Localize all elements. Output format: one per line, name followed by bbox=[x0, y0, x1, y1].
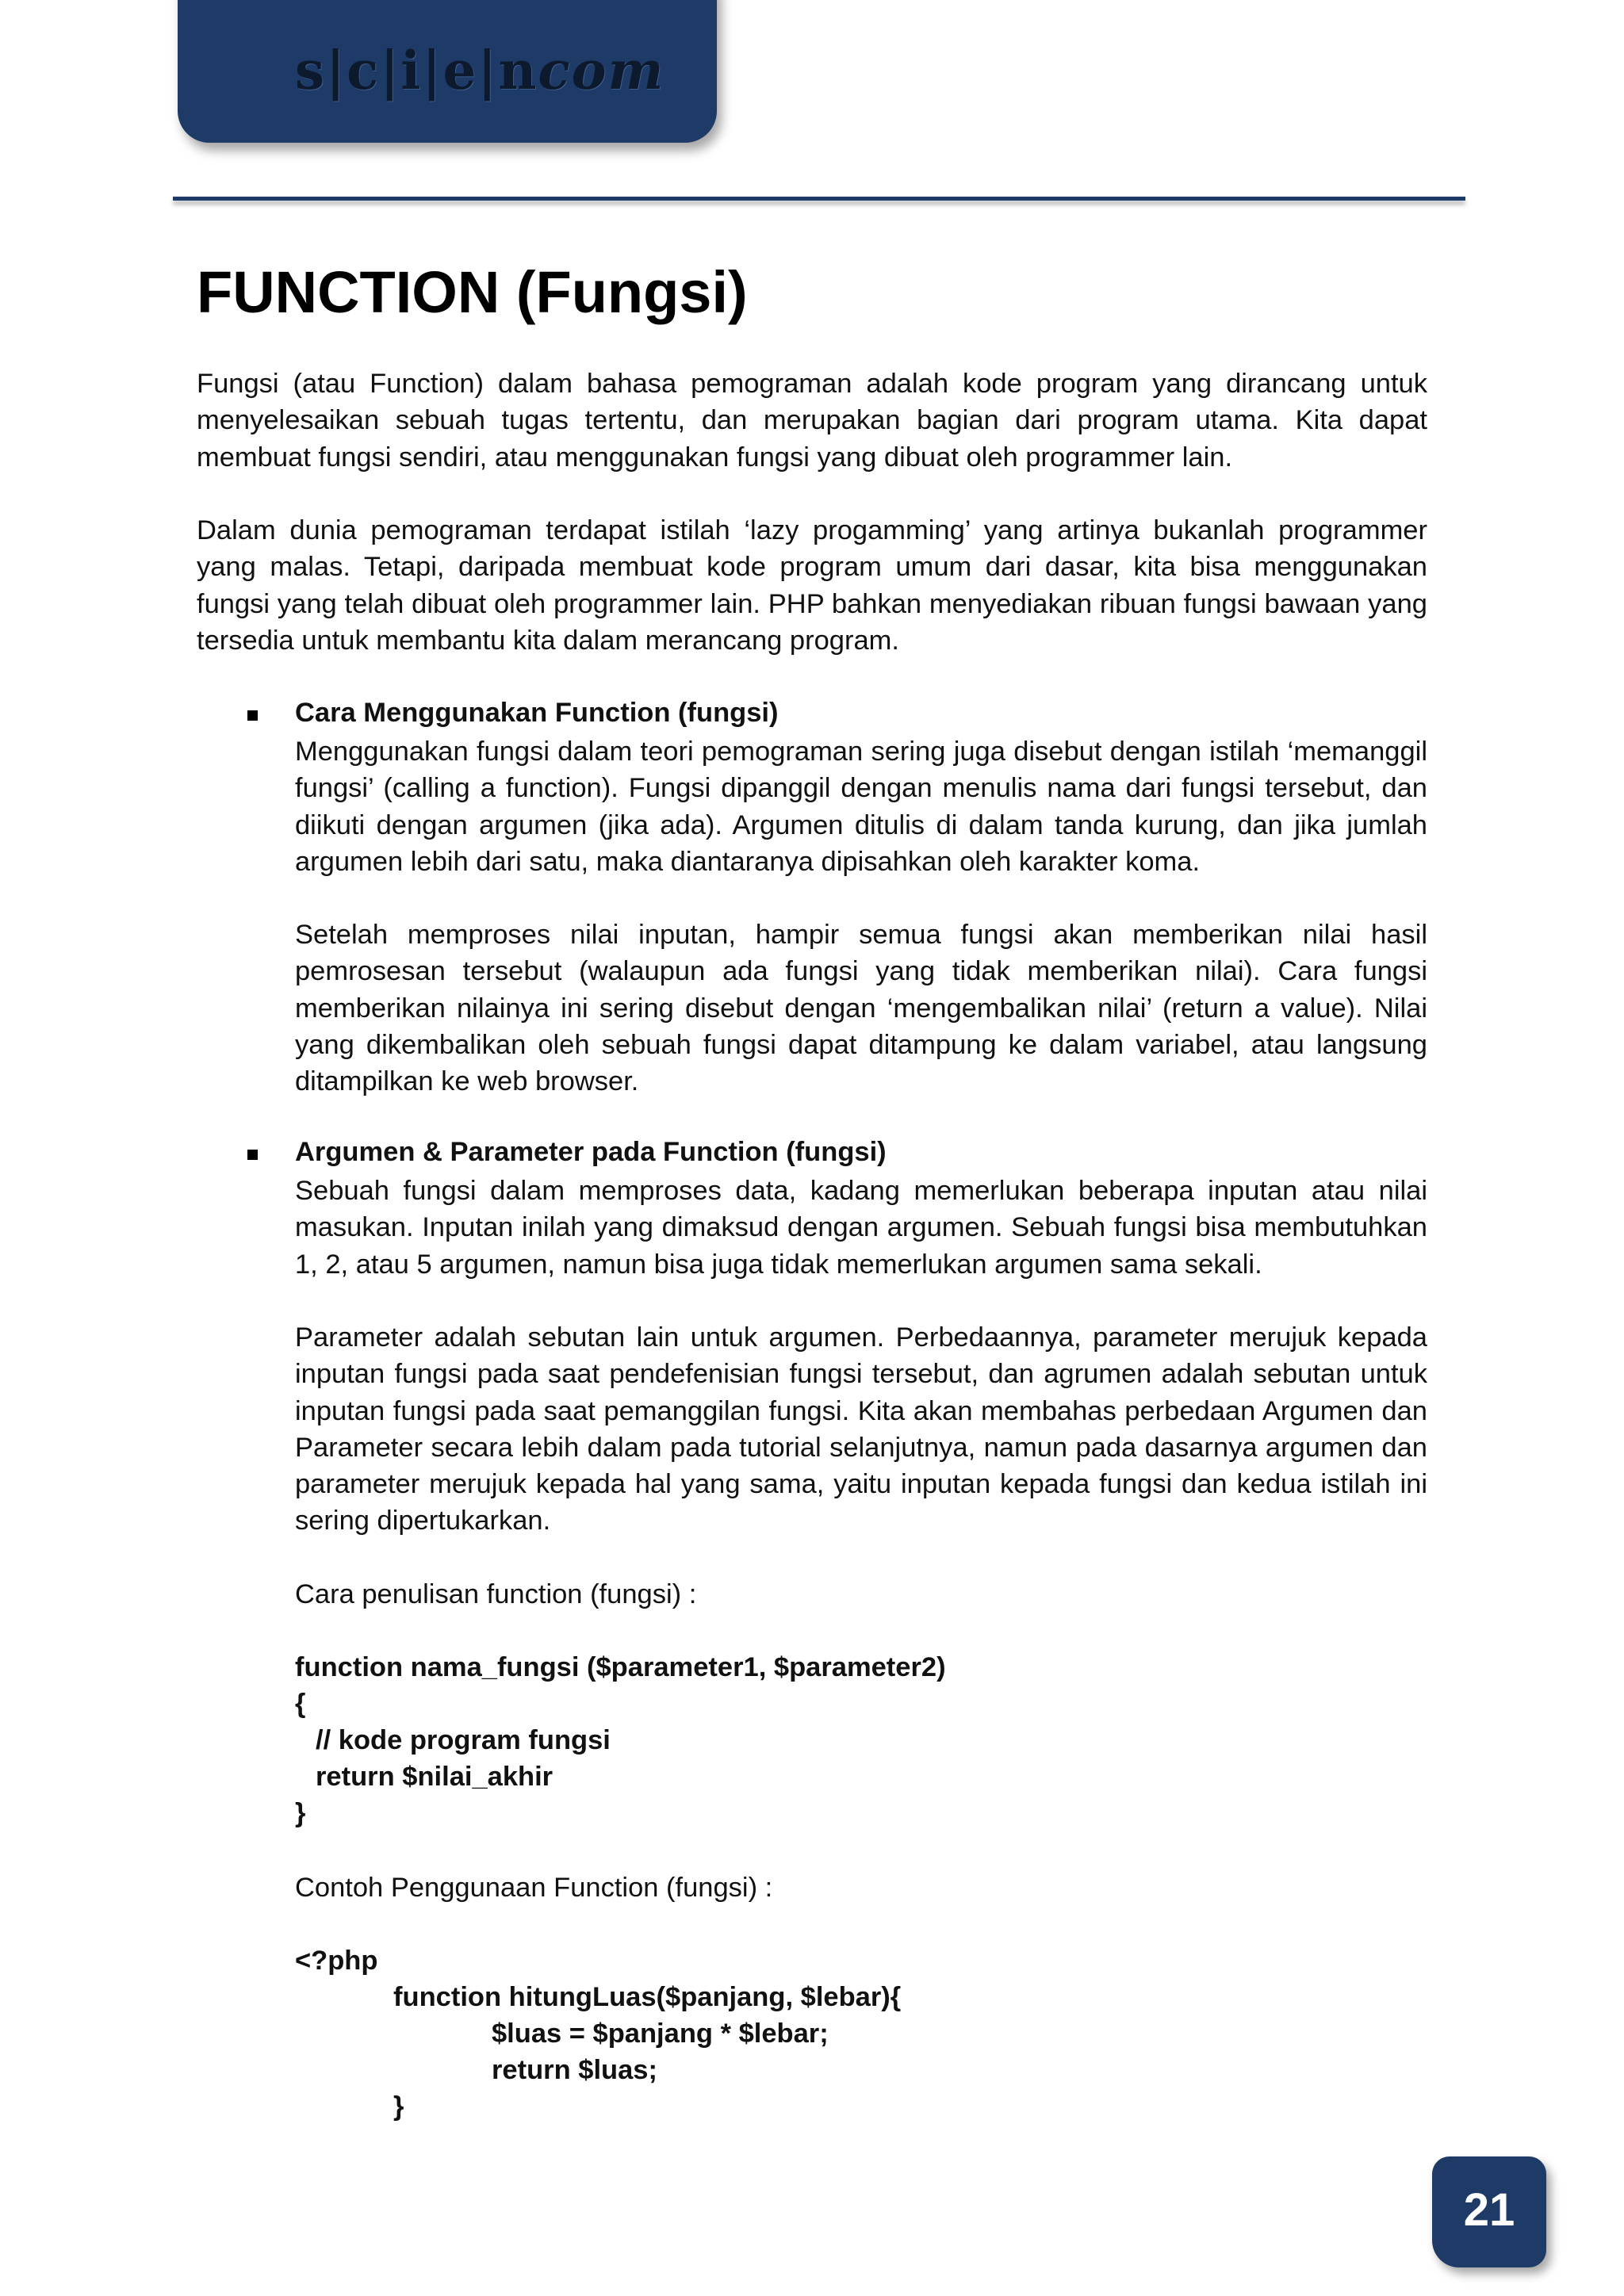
example-code-line: return $luas; bbox=[492, 2055, 657, 2085]
bullet-icon bbox=[247, 1150, 258, 1160]
intro-paragraph-2: Dalam dunia pemograman terdapat istilah ‘lazy progamming’ yang artinya bukanlah programmer yang malas. Tetapi, daripada membuat kode program umum dari dasar, kita bisa menggunakan fungsi yang telah dibuat oleh programmer lain. PHP bahkan menyediakan ribuan fungsi bawaan yang tersedia untuk membantu kita dalam merancang program. bbox=[197, 515, 1427, 656]
example-code-line: function hitungLuas($panjang, $lebar){ bbox=[393, 1982, 902, 2012]
page-title: FUNCTION (Fungsi) bbox=[197, 259, 748, 325]
example-code-line: } bbox=[393, 2091, 404, 2122]
section1-paragraph-1: Menggunakan fungsi dalam teori pemograman sering juga disebut dengan istilah ‘memanggil fungsi’ (calling a function). Fungsi dipanggil dengan menulis nama dari fungsi tersebut, dan diikuti dengan argumen (jika ada). Argumen ditulis di dalam tanda kurung, dan jika jumlah argumen lebih dari satu, maka diantaranya dipisahkan oleh karakter koma. bbox=[295, 737, 1427, 877]
intro-paragraph-1: Fungsi (atau Function) dalam bahasa pemograman adalah kode program yang dirancang untuk menyelesaikan sebuah tugas tertentu, dan merupakan bagian dari program utama. Kita dapat membuat fungsi sendiri, atau menggunakan fungsi yang dibuat oleh programmer lain. bbox=[197, 369, 1427, 473]
section1-paragraph-2: Setelah memproses nilai inputan, hampir semua fungsi akan memberikan nilai hasil pemrosesan tersebut (walaupun ada fungsi yang tidak memberikan nilai). Cara fungsi memberikan nilainya ini sering disebut dengan ‘mengembalikan nilai’ (return a value). Nilai yang dikembalikan oleh sebuah fungsi dapat ditampung ke dalam variabel, atau langsung ditampilkan ke web browser. bbox=[295, 920, 1427, 1097]
syntax-code-line: // kode program fungsi bbox=[316, 1725, 611, 1755]
scien-com-logo: s|c|i|e|ncom bbox=[295, 40, 665, 101]
section2-heading: Argumen & Parameter pada Function (fungsi) bbox=[295, 1137, 887, 1167]
section2-paragraph-1: Sebuah fungsi dalam memproses data, kadang memerlukan beberapa inputan atau nilai masukan. Inputan inilah yang dimaksud dengan argumen. Sebuah fungsi bisa membutuhkan 1, 2, atau 5 argumen, namun bisa juga tidak memerlukan argumen sama sekali. bbox=[295, 1176, 1427, 1280]
syntax-label: Cara penulisan function (fungsi) : bbox=[295, 1579, 697, 1609]
page-number: 21 bbox=[1463, 2184, 1515, 2236]
example-label: Contoh Penggunaan Function (fungsi) : bbox=[295, 1873, 773, 1903]
syntax-code-line: function nama_fungsi ($parameter1, $parameter2) bbox=[295, 1652, 946, 1682]
header-divider bbox=[173, 197, 1465, 201]
section1-heading: Cara Menggunakan Function (fungsi) bbox=[295, 698, 779, 728]
bullet-icon bbox=[247, 710, 258, 721]
syntax-code-line: { bbox=[295, 1689, 306, 1719]
example-code-line: $luas = $panjang * $lebar; bbox=[492, 2019, 829, 2049]
syntax-code-line: } bbox=[295, 1798, 306, 1828]
example-code-line: <?php bbox=[295, 1946, 378, 1976]
page-number-badge bbox=[1432, 2156, 1546, 2267]
section2-paragraph-2: Parameter adalah sebutan lain untuk argumen. Perbedaannya, parameter merujuk kepada inputan fungsi pada saat pendefenisian fungsi tersebut, dan agrumen adalah sebutan untuk inputan fungsi pada saat pemanggilan fungsi. Kita akan membahas perbedaan Argumen dan Parameter secara lebih dalam pada tutorial selanjutnya, namun pada dasarnya argumen dan parameter merujuk kepada hal yang sama, yaitu inputan kepada fungsi dan kedua istilah ini sering dipertukarkan. bbox=[295, 1322, 1427, 1536]
syntax-code-line: return $nilai_akhir bbox=[316, 1762, 553, 1792]
